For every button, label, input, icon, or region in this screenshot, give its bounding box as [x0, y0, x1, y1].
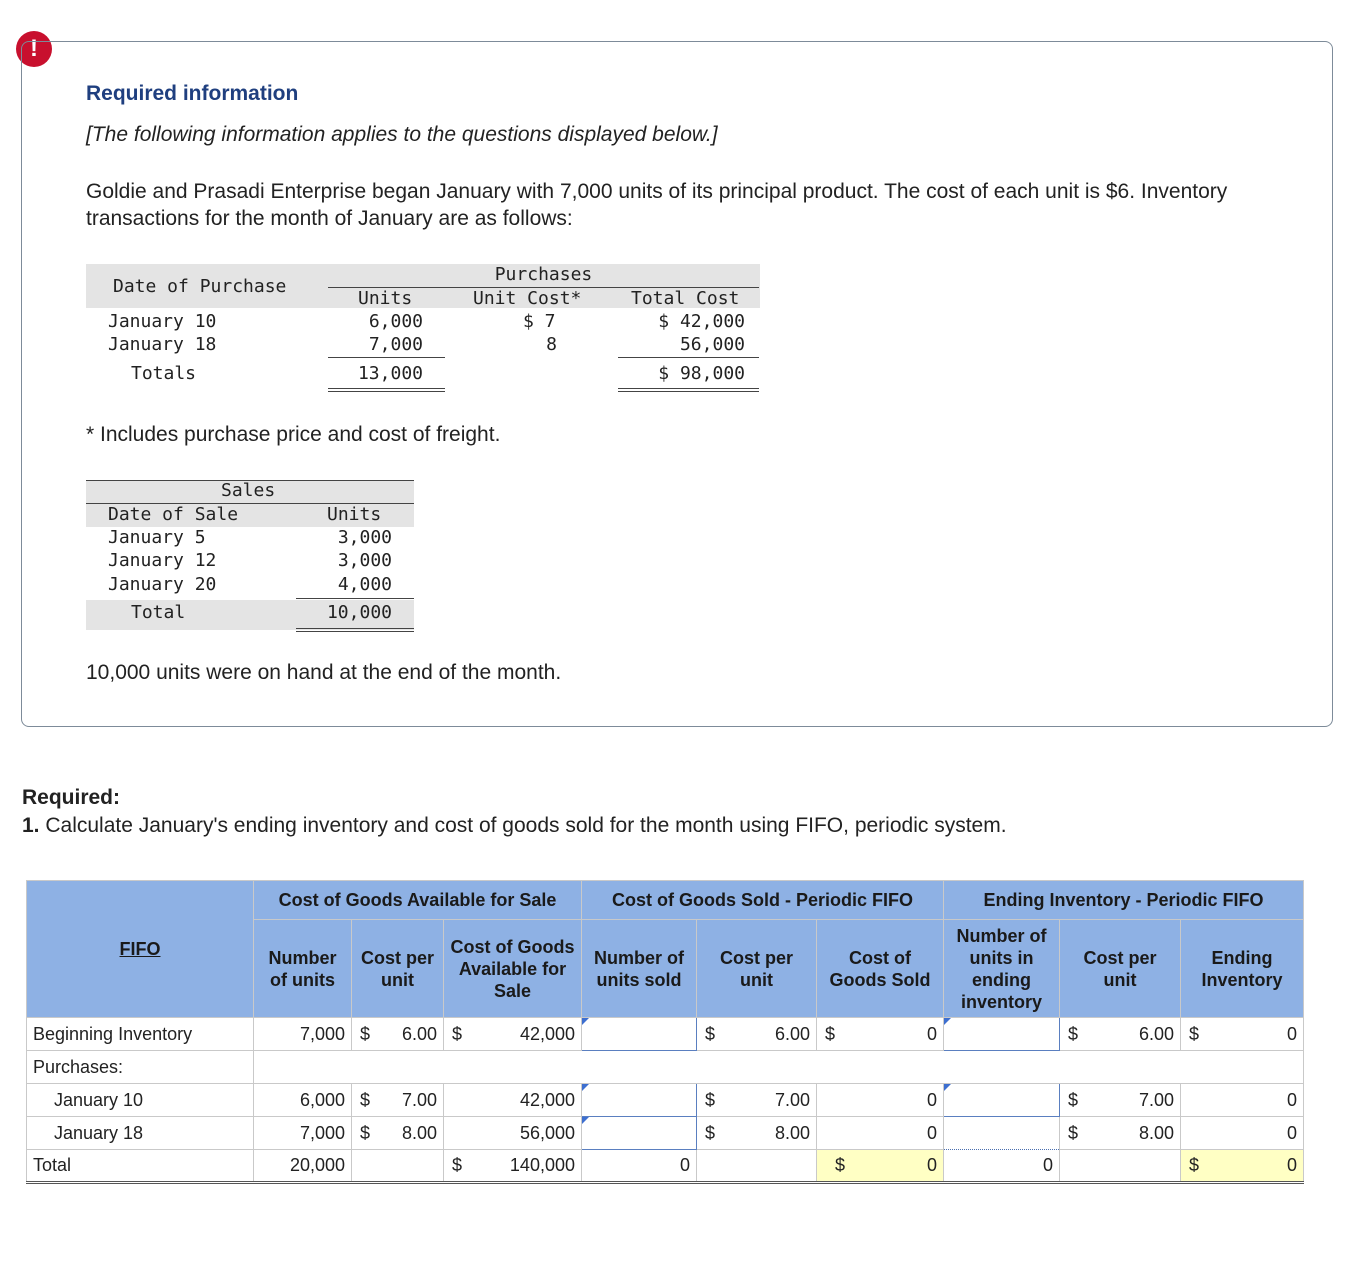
ei-units-input[interactable] [944, 1018, 1060, 1051]
row-label: Total [27, 1150, 254, 1183]
group-cogs-header: Cost of Goods Sold - Periodic FIFO [582, 881, 944, 920]
purchase-totals-label: Totals [131, 363, 197, 384]
cogs-cost-per-unit-cell [697, 1018, 817, 1051]
col-cogs-cost-per-unit: Cost per unit [697, 920, 817, 1018]
currency-symbol: $ [360, 1122, 371, 1143]
purchases-group-header: Purchases [494, 264, 593, 285]
cost-per-unit-value: 6.00 [401, 1023, 437, 1044]
ei-cpu-value: 8.00 [1138, 1122, 1174, 1143]
cogs-value: 0 [926, 1023, 937, 1044]
table-row [27, 1051, 1304, 1084]
sale-units: 3,000 [337, 527, 392, 548]
currency-symbol: $ [705, 1122, 716, 1143]
purchase-total-cost-sum: $ 98,000 [658, 363, 745, 384]
col-units-sold: Number of units sold [582, 920, 697, 1018]
fifo-link[interactable]: FIFO [27, 881, 254, 1018]
sale-date: January 20 [108, 574, 217, 595]
ei-cell: 0 [1181, 1084, 1304, 1117]
cogs-cost-per-unit-cell [697, 1117, 817, 1150]
cogas-cell [444, 1018, 582, 1051]
col-sale-units: Units [327, 504, 382, 525]
currency-symbol: $ [360, 1089, 371, 1110]
ei-units-input[interactable] [944, 1084, 1060, 1117]
cogas-cell [444, 1150, 582, 1183]
blank-cell [697, 1150, 817, 1183]
purchase-total-units: 13,000 [357, 363, 423, 384]
sale-total-label: Total [131, 602, 186, 623]
currency-symbol: $ [705, 1089, 716, 1110]
col-ei-units: Number of units in ending inventory [944, 920, 1060, 1018]
sale-date: January 5 [108, 527, 206, 548]
currency-symbol: $ [1068, 1023, 1079, 1044]
alert-icon: ! [16, 31, 52, 67]
blank-cell [1060, 1150, 1181, 1183]
currency-symbol: $ [452, 1155, 463, 1175]
cogas-value: 42,000 [519, 1023, 575, 1044]
row-label: Beginning Inventory [27, 1018, 254, 1051]
ei-units-input[interactable] [944, 1117, 1060, 1150]
question-number: 1. [22, 814, 40, 837]
ei-cell [1181, 1018, 1304, 1051]
purchase-unit-cost: $ 7 [523, 311, 556, 332]
cost-per-unit-cell [352, 1117, 444, 1150]
units-cell: 20,000 [254, 1150, 352, 1183]
col-cogs: Cost of Goods Sold [817, 920, 944, 1018]
col-ei-cost-per-unit: Cost per unit [1060, 920, 1181, 1018]
currency-symbol: $ [1189, 1023, 1200, 1044]
required-question [22, 814, 1007, 838]
purchase-units: 6,000 [368, 311, 423, 332]
col-total-cost: Total Cost [631, 288, 740, 309]
row-label: January 10 [27, 1084, 254, 1117]
units-sold-input[interactable] [582, 1084, 697, 1117]
cogas-cell: 56,000 [444, 1117, 582, 1150]
units-sold-total: 0 [582, 1150, 697, 1183]
cogs-cpu-value: 7.00 [774, 1089, 810, 1110]
purchase-total-cost: 56,000 [679, 334, 745, 355]
table-row [27, 1117, 1304, 1150]
purchase-units: 7,000 [368, 334, 423, 355]
sales-group-header: Sales [221, 480, 276, 501]
applies-note: [The following information applies to the questions displayed below.] [86, 123, 718, 146]
cogas-value: 140,000 [509, 1155, 575, 1175]
table-row [27, 1018, 1304, 1051]
sale-units: 4,000 [337, 574, 392, 595]
units-cell: 6,000 [254, 1084, 352, 1117]
col-cogas: Cost of Goods Available for Sale [444, 920, 582, 1018]
col-date-of-purchase: Date of Purchase [113, 276, 287, 297]
sale-units: 3,000 [337, 550, 392, 571]
ei-cpu-value: 6.00 [1138, 1023, 1174, 1044]
cost-per-unit-cell [352, 1084, 444, 1117]
sale-total-units: 10,000 [326, 602, 392, 623]
cogs-total [817, 1150, 944, 1183]
currency-symbol: $ [705, 1023, 716, 1044]
group-ending-inventory-header: Ending Inventory - Periodic FIFO [944, 881, 1304, 920]
currency-symbol: $ [1068, 1089, 1079, 1110]
ei-cell: 0 [1181, 1117, 1304, 1150]
currency-symbol: $ [825, 1023, 836, 1044]
cost-per-unit-value: 8.00 [401, 1122, 437, 1143]
end-of-month-note: 10,000 units were on hand at the end of the month. [86, 661, 562, 684]
footnote: * Includes purchase price and cost of freight. [86, 423, 501, 446]
col-units: Units [358, 288, 413, 309]
units-cell: 7,000 [254, 1117, 352, 1150]
cogs-cpu-value: 8.00 [774, 1122, 810, 1143]
ei-total [1181, 1150, 1304, 1183]
ei-cost-per-unit-cell [1060, 1018, 1181, 1051]
ei-cost-per-unit-cell [1060, 1117, 1181, 1150]
col-ending-inventory: Ending Inventory [1181, 920, 1304, 1018]
purchase-unit-cost: 8 [546, 334, 557, 355]
cogs-cell: 0 [817, 1084, 944, 1117]
table-row [27, 1084, 1304, 1117]
cogs-total-value: 0 [926, 1155, 937, 1175]
currency-symbol: $ [452, 1023, 463, 1044]
ei-value: 0 [1286, 1023, 1297, 1044]
question-text: Calculate January's ending inventory and cost of goods sold for the month using FIFO, periodic system. [45, 814, 1007, 837]
col-number-of-units: Number of units [254, 920, 352, 1018]
units-sold-input[interactable] [582, 1117, 697, 1150]
required-information-title: Required information [86, 82, 299, 105]
purchase-date: January 10 [108, 311, 217, 332]
purchase-total-cost: $ 42,000 [658, 311, 745, 332]
blank-cell [352, 1150, 444, 1183]
currency-symbol: $ [1189, 1155, 1200, 1175]
col-cost-per-unit: Cost per unit [352, 920, 444, 1018]
purchase-date: January 18 [108, 334, 217, 355]
cogs-cpu-value: 6.00 [774, 1023, 810, 1044]
intro-paragraph: Goldie and Prasadi Enterprise began January with 7,000 units of its principal product. The cost of each unit is $6. Inventory transactions for the month of January are as follows: [86, 180, 1228, 230]
required-heading: Required: [22, 786, 121, 809]
ei-units-total: 0 [944, 1150, 1060, 1183]
currency-symbol: $ [360, 1023, 371, 1044]
units-sold-input[interactable] [582, 1018, 697, 1051]
row-label: January 18 [27, 1117, 254, 1150]
currency-symbol: $ [1068, 1122, 1079, 1143]
ei-cost-per-unit-cell [1060, 1084, 1181, 1117]
cost-per-unit-cell [352, 1018, 444, 1051]
cost-per-unit-value: 7.00 [401, 1089, 437, 1110]
sale-date: January 12 [108, 550, 217, 571]
col-date-of-sale: Date of Sale [108, 504, 239, 525]
currency-symbol: $ [835, 1155, 846, 1175]
fifo-answer-grid [26, 880, 1304, 1184]
cogs-cost-per-unit-cell [697, 1084, 817, 1117]
row-label: Purchases: [27, 1051, 254, 1084]
table-row [27, 1150, 1304, 1183]
cogas-cell: 42,000 [444, 1084, 582, 1117]
cogs-cell [817, 1018, 944, 1051]
group-cogas-header: Cost of Goods Available for Sale [254, 881, 582, 920]
blank-cell [254, 1051, 1304, 1084]
cogs-cell: 0 [817, 1117, 944, 1150]
ei-total-value: 0 [1286, 1155, 1297, 1175]
units-cell: 7,000 [254, 1018, 352, 1051]
ei-cpu-value: 7.00 [1138, 1089, 1174, 1110]
col-unit-cost: Unit Cost* [473, 288, 582, 309]
